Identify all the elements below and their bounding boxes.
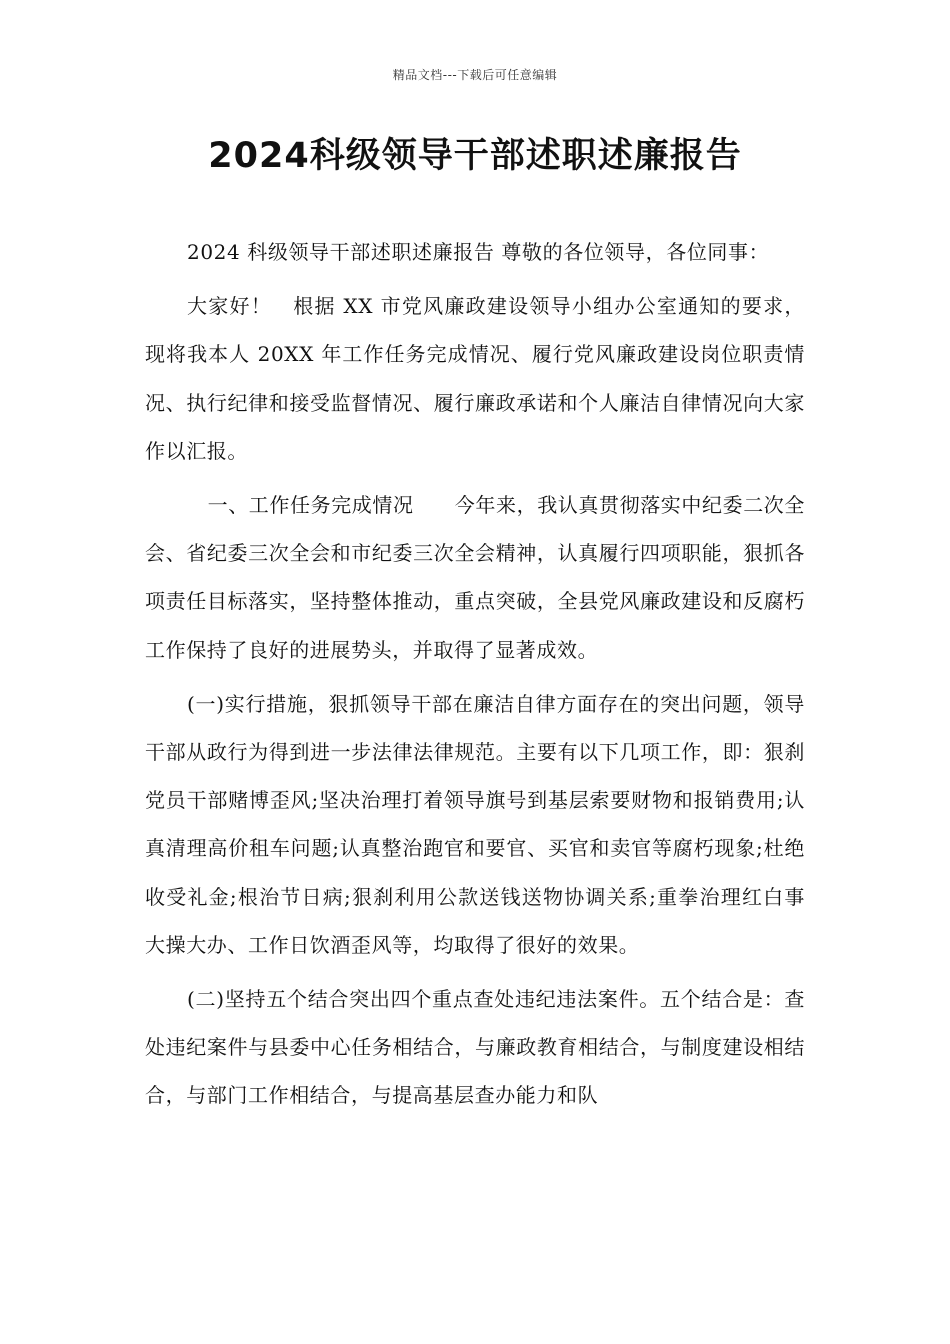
paragraph-intro: 2024 科级领导干部述职述廉报告 尊敬的各位领导，各位同事： xyxy=(187,240,770,264)
paragraph-five-combinations: (二)坚持五个结合突出四个重点查处违纪违法案件。五个结合是：查处违纪案件与县委中心任务相结合，与廉政教育相结合，与制度建设相结合，与部门工作相结合，与提高基层查办能力和队 xyxy=(145,987,805,1108)
paragraph-greeting: 大家好！ 根据 XX 市党风廉政建设领导小组办公室通知的要求，现将我本人 20XX 年工作任务完成情况、履行党风廉政建设岗位职责情况、执行纪律和接受监督情况、履行廉政承诺和个人廉洁自律情况向大家作以汇报。 xyxy=(145,294,805,463)
paragraph-measures: (一)实行措施，狠抓领导干部在廉洁自律方面存在的突出问题，领导干部从政行为得到进一步法律法律规范。主要有以下几项工作，即：狠刹党员干部赌博歪风;坚决治理打着领导旗号到基层索要财物和报销费用;认真清理高价租车问题;认真整治跑官和要官、买官和卖官等腐朽现象;杜绝收受礼金;根治节日病;狠刹利用公款送钱送物协调关系;重拳治理红白事大操大办、工作日饮酒歪风等，均取得了很好的效果。 xyxy=(145,691,805,957)
document-title: 2024科级领导干部述职述廉报告 xyxy=(208,136,742,176)
paragraph-section-one: 一、工作任务完成情况 今年来，我认真贯彻落实中纪委二次全会、省纪委三次全会和市纪委三次全会精神，认真履行四项职能，狠抓各项责任目标落实，坚持整体推动，重点突破，全县党风廉政建设和反腐朽工作保持了良好的进展势头，并取得了显著成效。 xyxy=(145,493,805,662)
page-header-note: 精品文档---下载后可任意编辑 xyxy=(392,68,558,82)
document-body xyxy=(145,228,805,1120)
